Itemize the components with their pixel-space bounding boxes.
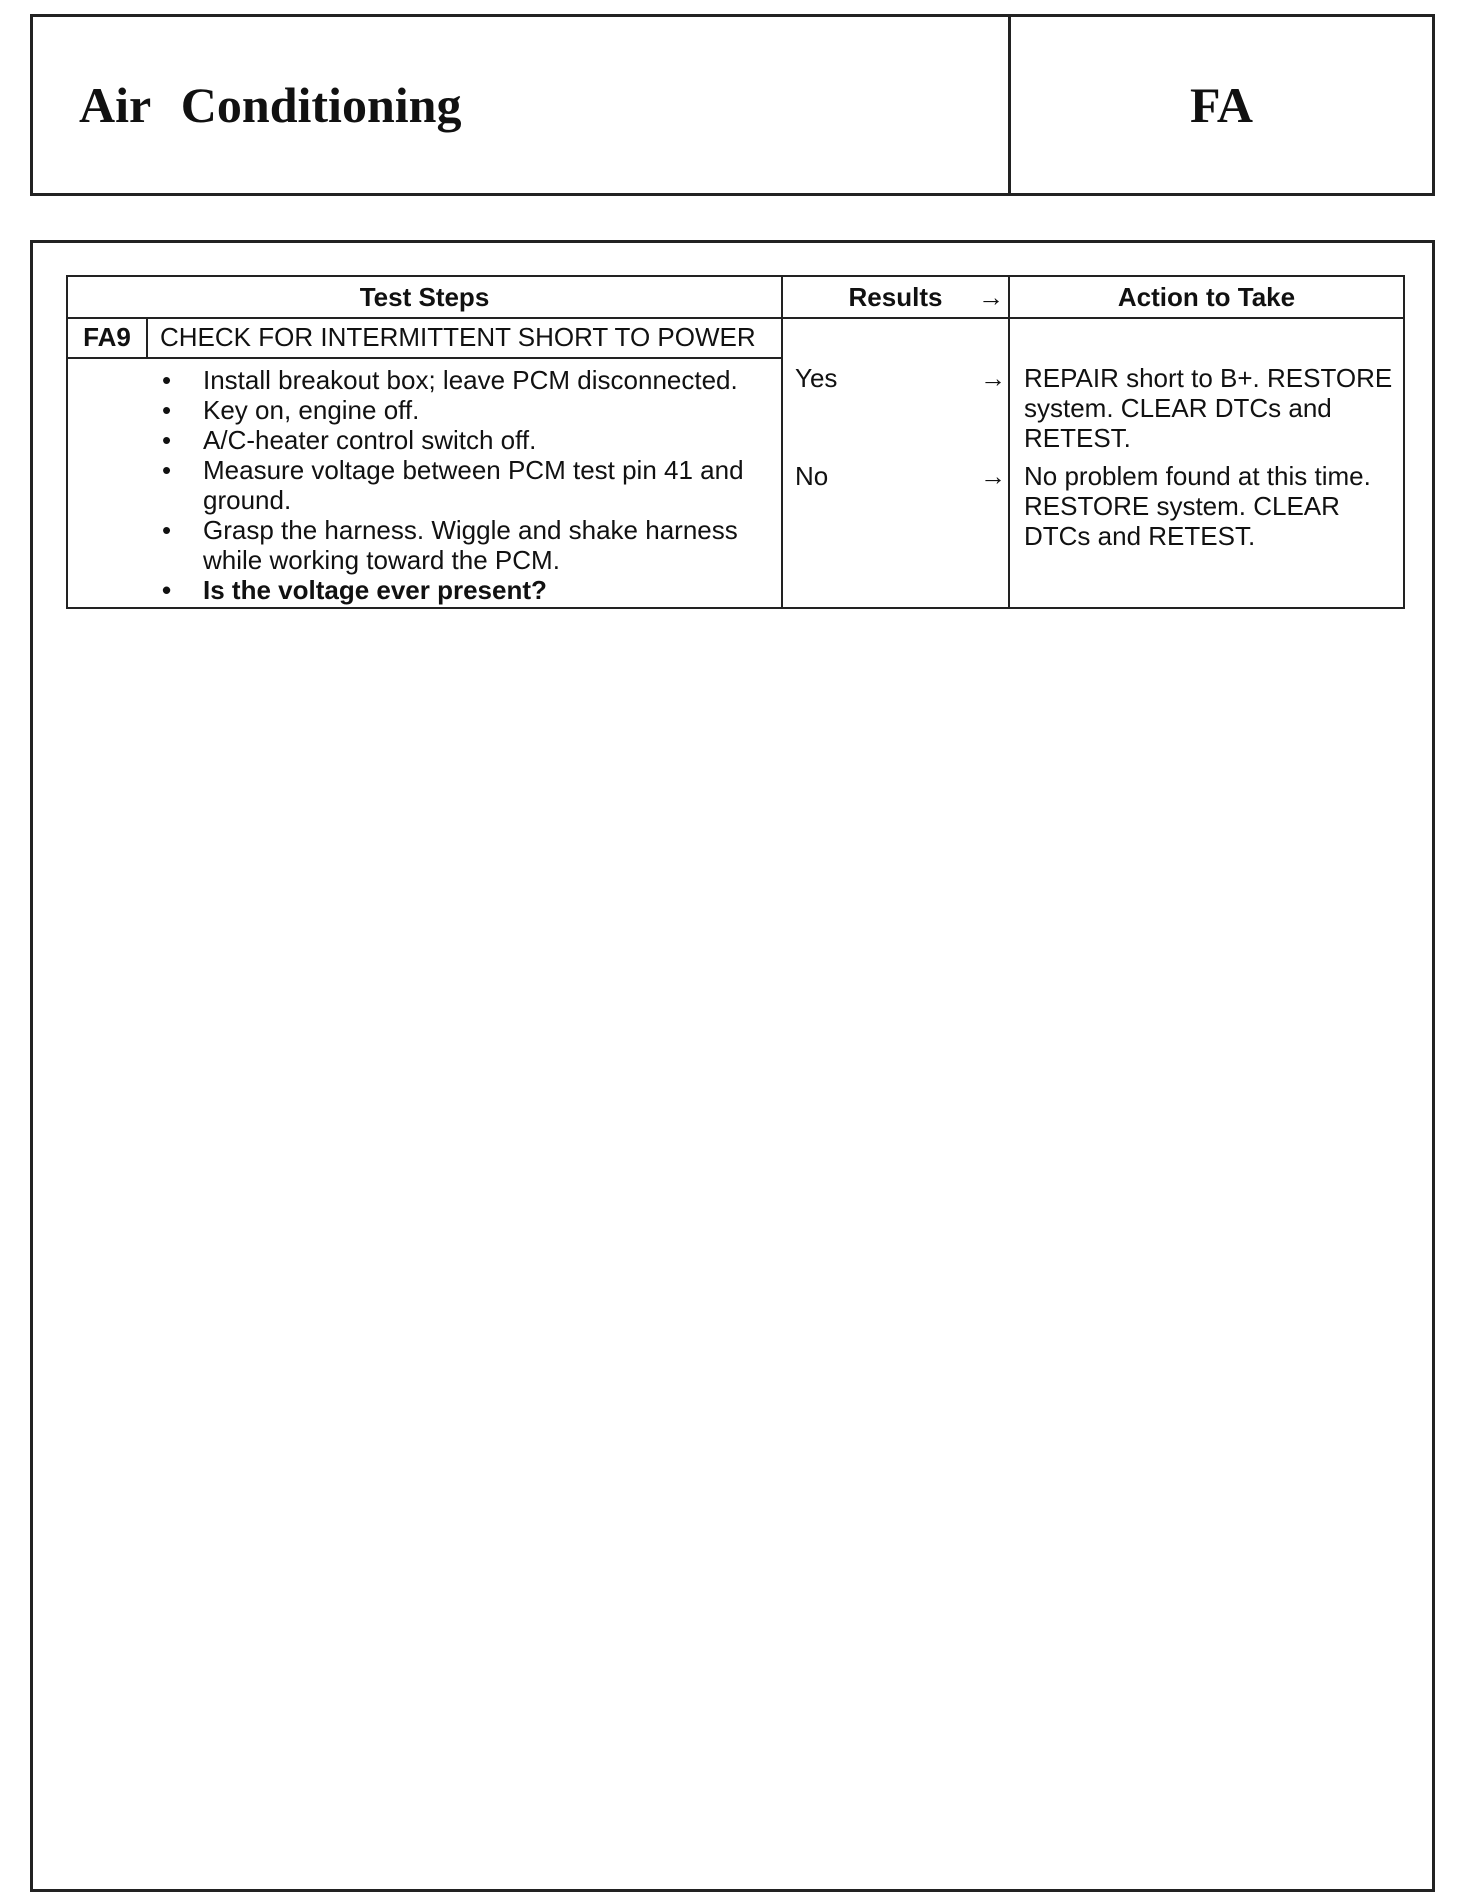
step-bullet-list: [68, 359, 781, 607]
result-yes-label: Yes: [795, 363, 838, 393]
list-item: • Grasp the harness. Wiggle and shake harness while working toward the PCM.: [162, 515, 738, 575]
table-header-row: [67, 276, 1404, 318]
test-steps-table: [66, 275, 1405, 609]
result-yes: [795, 363, 1008, 393]
header-results: Results: [848, 282, 943, 312]
list-item: • Install breakout box; leave PCM disconnected.: [162, 365, 738, 395]
action-no: No problem found at this time. RESTORE system. CLEAR DTCs and RETEST.: [1024, 461, 1371, 551]
section-code: FA: [1190, 77, 1253, 133]
step-title-row: [67, 318, 1404, 358]
header-code-cell: [1011, 17, 1432, 193]
arrow-icon: →: [980, 461, 1006, 491]
step-id: FA9: [68, 319, 148, 357]
actions-cell: [1009, 318, 1404, 608]
arrow-icon: →: [980, 363, 1006, 393]
header-title-cell: [33, 17, 1011, 193]
list-item: • A/C-heater control switch off.: [162, 425, 537, 455]
arrow-icon: →: [978, 282, 1004, 312]
header-results-cell: [782, 276, 1009, 318]
section-title: Air Conditioning: [79, 77, 462, 133]
list-item: • Measure voltage between PCM test pin 41 and ground.: [162, 455, 744, 515]
result-no: [795, 461, 1008, 491]
results-cell: [782, 318, 1009, 608]
header-test-steps: Test Steps: [67, 276, 782, 318]
list-item-question: • Is the voltage ever present?: [162, 575, 547, 605]
step-title-cell: [67, 318, 782, 358]
step-bullets-cell: [67, 358, 782, 608]
header-action: Action to Take: [1009, 276, 1404, 318]
action-yes: REPAIR short to B+. RESTORE system. CLEAR DTCs and RETEST.: [1024, 363, 1393, 453]
content-frame: [30, 240, 1435, 1892]
page-header: [30, 14, 1435, 196]
result-no-label: No: [795, 461, 829, 491]
list-item: • Key on, engine off.: [162, 395, 420, 425]
step-title: CHECK FOR INTERMITTENT SHORT TO POWER: [160, 322, 756, 352]
